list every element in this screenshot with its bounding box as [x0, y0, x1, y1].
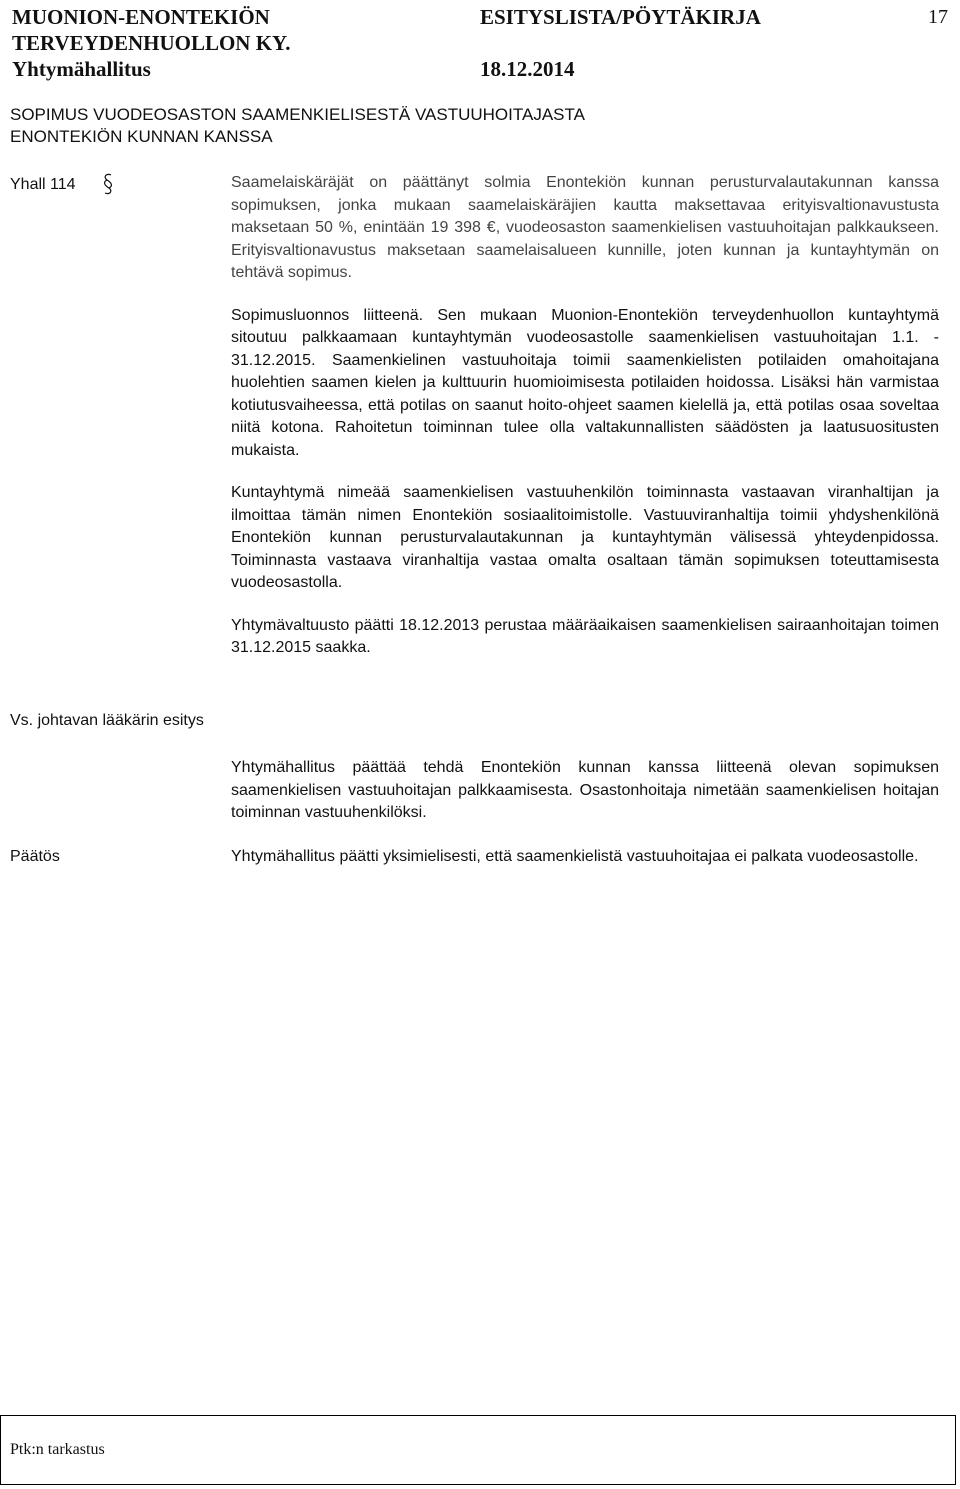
- meeting-date: 18.12.2014: [480, 57, 575, 81]
- paragraph-contact-person: Kuntayhtymä nimeää saamenkielisen vastuuhenkilön toiminnasta vastaavan viranhaltijan ja ilmoittaa tämän nimen Enontekiön sosiaalitoimistolle. Vastuuviranhaltija toimii yhdyshenkilönä Enontekiön kunnan perusturvalautakunnan ja kuntayhtymän välisessä yhteydenpidossa. Toiminnasta vastaava viranhaltija vastaa omalta osaltaan tämän sopimuksen toteuttamisesta vuodeosastolla.: [231, 484, 939, 591]
- page-number: 17: [928, 6, 948, 28]
- agenda-item-title: [10, 104, 910, 148]
- paragraph-council-decision: Yhtymävaltuusto päätti 18.12.2013 perustaa määräaikaisen saamenkielisen sairaanhoitajan toimen 31.12.2015 saakka.: [231, 616, 939, 656]
- org-name-line1: MUONION-ENONTEKIÖN: [12, 5, 270, 29]
- title-line-2: ENONTEKIÖN KUNNAN KANSSA: [10, 127, 273, 146]
- section-body: [231, 172, 939, 680]
- minutes-review-box: [0, 1415, 956, 1485]
- paragraph-agreement-draft: Sopimusluonnos liitteenä. Sen mukaan Muonion-Enontekiön terveydenhuollon kuntayhtymä sitoutuu palkkaamaan kuntayhtymän vuodeosastolle saamenkielisen vastuuhoitajan 1.1. - 31.12.2015. Saamenkielinen vastuuhoitaja toimii saamenkielisten potilaiden omahoitajana huolehtien saamen kielen ja kulttuurin huomioimisesta potilaiden hoidossa. Lisäksi hän varmistaa kotiutusvaiheessa, että potilas on saanut hoito-ohjeet saamen kielellä ja, että potilas osaa soveltaa niitä kotona. Rahoitetun toiminnan tulee olla valtakunnallisten säädösten ja laatusuositusten mukaista.: [231, 306, 939, 459]
- minutes-review-label: Ptk:n tarkastus: [10, 1441, 105, 1458]
- paragraph-background: Saamelaiskäräjät on päättänyt solmia Enontekiön kunnan perusturvalautakunnan kanssa sopimuksen, jonka mukaan saamelaiskäräjien kautta maksettavaa erityisvaltionavustusta maksetaan 50 %, enintään 19 398 €, vuodeosaston saamenkielisen vastuuhoitajan palkkaukseen. Erityisvaltionavustus maksetaan saamelaisalueen kunnille, joten kunnan ja kuntayhtymän on tehtävä sopimus.: [231, 174, 939, 281]
- proposal-label: Vs. johtavan lääkärin esitys: [10, 712, 204, 729]
- decision-label: Päätös: [10, 848, 60, 865]
- org-name-line2: TERVEYDENHUOLLON KY.: [12, 31, 291, 55]
- governing-body: Yhtymähallitus: [12, 57, 151, 81]
- document-header: [12, 4, 952, 82]
- section-code: Yhall 114: [10, 176, 76, 193]
- proposal-text: Yhtymähallitus päättää tehdä Enontekiön kunnan kanssa liitteenä olevan sopimuksen saamenkielisen vastuuhoitajan palkkaamisesta. Osastonhoitaja nimetään saamenkielisen hoitajan toiminnan vastuuhenkilöksi.: [231, 759, 939, 821]
- document-type: ESITYSLISTA/PÖYTÄKIRJA: [480, 5, 761, 29]
- section-sign-icon: [100, 172, 116, 196]
- title-line-1: SOPIMUS VUODEOSASTON SAAMENKIELISESTÄ VASTUUHOITAJASTA: [10, 105, 585, 124]
- decision-text: Yhtymähallitus päätti yksimielisesti, että saamenkielistä vastuuhoitajaa ei palkata vuodeosastolle.: [231, 848, 919, 865]
